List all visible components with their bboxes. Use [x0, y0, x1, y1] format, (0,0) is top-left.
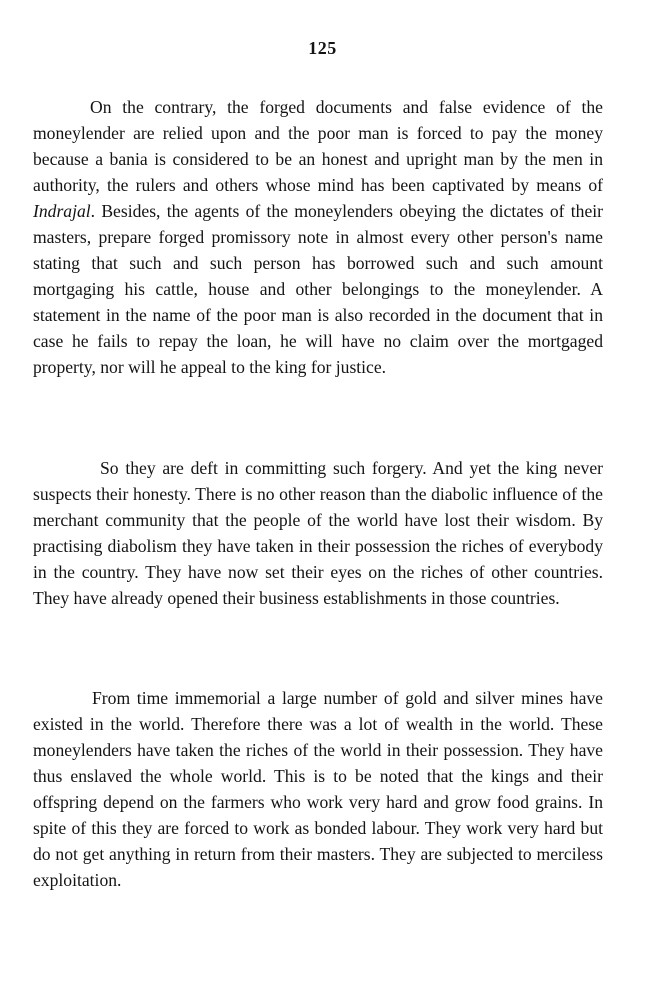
paragraph-3: From time immemorial a large number of gold and silver mines have existed in the world. Therefore there was a lot of wealth in the world. These moneylenders have taken the riches of the world in their possession. They have thus enslaved the whole world. This is to be noted that the kings and their offspring depend on the farmers who work very hard and grow food grains. In spite of this they are forced to work as bonded labour. They work very hard but do not get anything in return from their masters. They are subjected to merciless exploitation. [33, 688, 603, 890]
paragraph-1-text-before: On the contrary, the forged documents and false evidence of the moneylender are relied upon and the poor man is forced to pay the money because a bania is considered to be an honest and upright man by the men in authority, the rulers and others whose mind has been captivated by means of [33, 97, 603, 195]
page-number: 125 [308, 38, 337, 58]
italic-term-indrajal: Indrajal [33, 201, 91, 221]
paragraph-2: So they are deft in committing such forgery. And yet the king never suspects their honesty. There is no other reason than the diabolic influence of the merchant community that the people of the world have lost their wisdom. By practising diabolism they have taken in their possession the riches of everybody in the country. They have now set their eyes on the riches of other countries. They have already opened their business establishments in those countries. [33, 458, 603, 608]
paragraph-1 [33, 94, 603, 380]
paragraph-1-text-after: . Besides, the agents of the moneylenders obeying the dictates of their masters, prepare forged promissory note in almost every other person's name stating that such and such person has borrowed such and such amount mortgaging his cattle, house and other belongings to the moneylender. A statement in the name of the poor man is also recorded in the document that in case he fails to repay the loan, he will have no claim over the mortgaged property, nor will he appeal to the king for justice. [33, 201, 603, 377]
